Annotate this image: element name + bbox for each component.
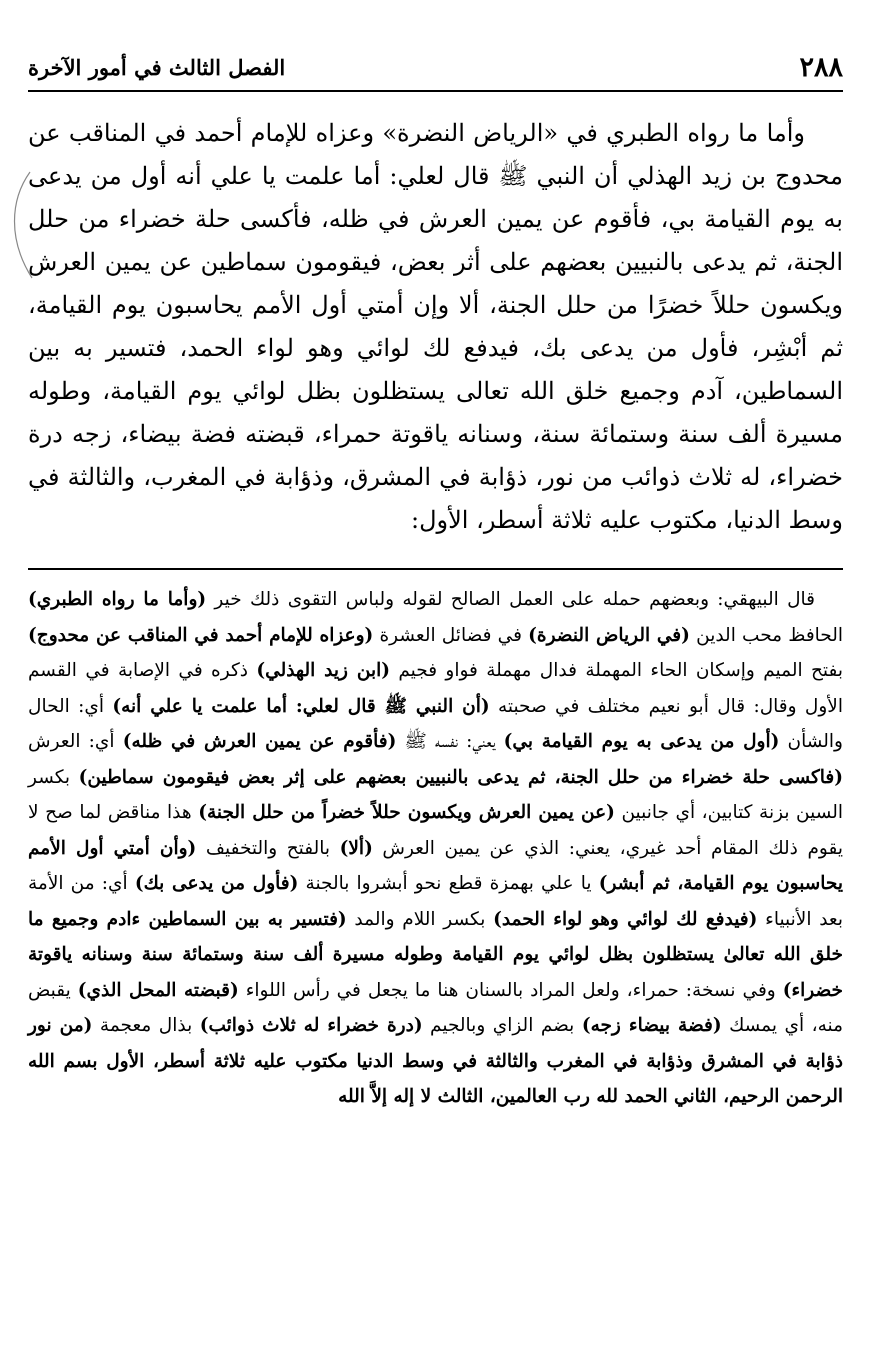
footnote-text: الحافظ محب الدين	[689, 624, 844, 646]
footnote-text: بكسر السين بزنة كتابين، أي جانبين	[28, 766, 843, 823]
footnote-lemma: (وأما ما رواه الطبري)	[28, 589, 207, 610]
footnote-text: بضم الزاي وبالجيم	[422, 1015, 582, 1036]
footnote-text: يقبض منه، أي يمسك	[28, 979, 843, 1036]
footnote-text: يا علي بهمزة قطع نحو أبشروا بالجنة	[298, 873, 599, 894]
footnote-paragraph	[28, 582, 843, 1115]
footnote-text: أي: من الأمة بعد الأنبياء	[28, 873, 843, 930]
footnote-lemma: (في الرياض النضرة)	[528, 624, 690, 646]
footnote-lemma: (فأول من يدعى بك)	[134, 873, 299, 894]
footnote-text: بكسر اللام والمد	[346, 908, 494, 930]
footnote-text: أي: الحال والشأن	[28, 695, 843, 752]
footnote-text: ذكره في الإصابة في القسم الأول وقال: قال أبو نعيم مختلف في صحبته	[28, 660, 843, 717]
footnote-lemma: (أول من يدعى به يوم القيامة بي)	[503, 731, 780, 752]
footnote-text: بالفتح والتخفيف	[196, 837, 340, 859]
footnote-text: قال البيهقي: وبعضهم حمله على العمل الصالح لقوله ولباس التقوى ذلك خير	[206, 589, 815, 610]
footnote-text: يعني: نفسه ﷺ	[396, 731, 504, 752]
footnote-lemma: (فاكسى حلة خضراء من حلل الجنة، ثم يدعى بالنبيين بعضهم على إثر بعض فيقومون سماطين)	[78, 766, 843, 788]
footnote-divider	[28, 568, 843, 570]
footnote-lemma: (أن النبي ﷺ قال لعلي: أما علمت يا علي أنه)	[112, 695, 490, 717]
footnote-text: بفتح الميم وإسكان الحاء المهملة فدال مهملة فواو فجيم	[390, 660, 843, 681]
footnote-lemma: (فأقوم عن يمين العرش في ظله)	[122, 731, 397, 752]
footnote-lemma: (فيدفع لك لوائي وهو لواء الحمد)	[493, 908, 758, 930]
footnote-lemma: (عن يمين العرش ويكسون حللاً خضراً من حلل الجنة)	[198, 802, 615, 823]
main-text	[28, 112, 843, 542]
footnote-text: في فضائل العشرة	[373, 624, 529, 646]
page-number: ٢٨٨	[799, 51, 843, 83]
footnote-lemma: (درة خضراء له ثلاث ذوائب)	[199, 1015, 423, 1036]
running-title: الفصل الثالث في أمور الآخرة	[28, 54, 286, 80]
footnote-lemma: (من نور ذؤابة في المشرق وذؤابة في المغرب والثالثة في وسط الدنيا مكتوب عليه ثلاثة أسطر، الأول بسم الله الرحمن الرحيم، الثاني الحمد لله رب العالمين، الثالث لا إله إلاَّ الله	[28, 1015, 843, 1107]
footnote-lemma: (ابن زيد الهذلي)	[256, 660, 390, 681]
main-paragraph: وأما ما رواه الطبري في «الرياض النضرة» وعزاه للإمام أحمد في المناقب عن محدوج بن زيد الهذلي أن النبي ﷺ قال لعلي: أما علمت يا علي أنه أول من يدعى به يوم القيامة بي، فأقوم عن يمين العرش في ظله، فأكسى حلة خضراء من حلل الجنة، ثم يدعى بالنبيين بعضهم على أثر بعض، فيقومون سماطين عن يمين العرش ويكسون حللاً خضرًا من حلل الجنة، ألا وإن أمتي أول الأمم يحاسبون يوم القيامة، ثم أبْشِر، فأول من يدعى بك، فيدفع لك لوائي وهو لواء الحمد، فتسير به بين السماطين، آدم وجميع خلق الله تعالى يستظلون بظل لوائي يوم القيامة، وطوله مسيرة ألف سنة وستمائة سنة، وسنانه ياقوتة حمراء، قبضته فضة بيضاء، زجه درة خضراء، له ثلاث ذوائب من نور، ذؤابة في المشرق، وذؤابة في المغرب، والثالثة في وسط الدنيا، مكتوب عليه ثلاثة أسطر، الأول:	[28, 119, 843, 534]
footnote-text: أي: العرش	[28, 731, 123, 752]
footnote-text: بذال معجمة	[92, 1015, 200, 1036]
margin-bracket-mark	[4, 170, 34, 280]
page-header	[28, 44, 843, 92]
footnote-lemma: (فضة بيضاء زجه)	[581, 1015, 722, 1036]
footnote-lemma: (وأن أمتي أول الأمم يحاسبون يوم القيامة، ثم أبشر)	[28, 837, 844, 894]
footnote-lemma: (وعزاه للإمام أحمد في المناقب عن محدوج)	[28, 624, 374, 646]
footnote-text: هذا مناقض لما صح لا يقوم ذلك المقام أحد غيري، يعني: الذي عن يمين العرش	[28, 802, 843, 859]
footnote-lemma: (فتسير به بين السماطين ءادم وجميع ما خلق الله تعالىٰ يستظلون بظل لوائي يوم القيامة وطوله مسيرة ألف سنة وستمائة سنة وسنانه ياقوتة خضراء)	[28, 908, 843, 1001]
footnote-lemma: (ألا)	[339, 837, 373, 859]
footnote-text: وفي نسخة: حمراء، ولعل المراد بالسنان هنا ما يجعل في رأس اللواء	[238, 979, 783, 1001]
footnote-lemma: (قبضته المحل الذي)	[77, 979, 239, 1001]
footnote-commentary	[28, 582, 843, 1115]
